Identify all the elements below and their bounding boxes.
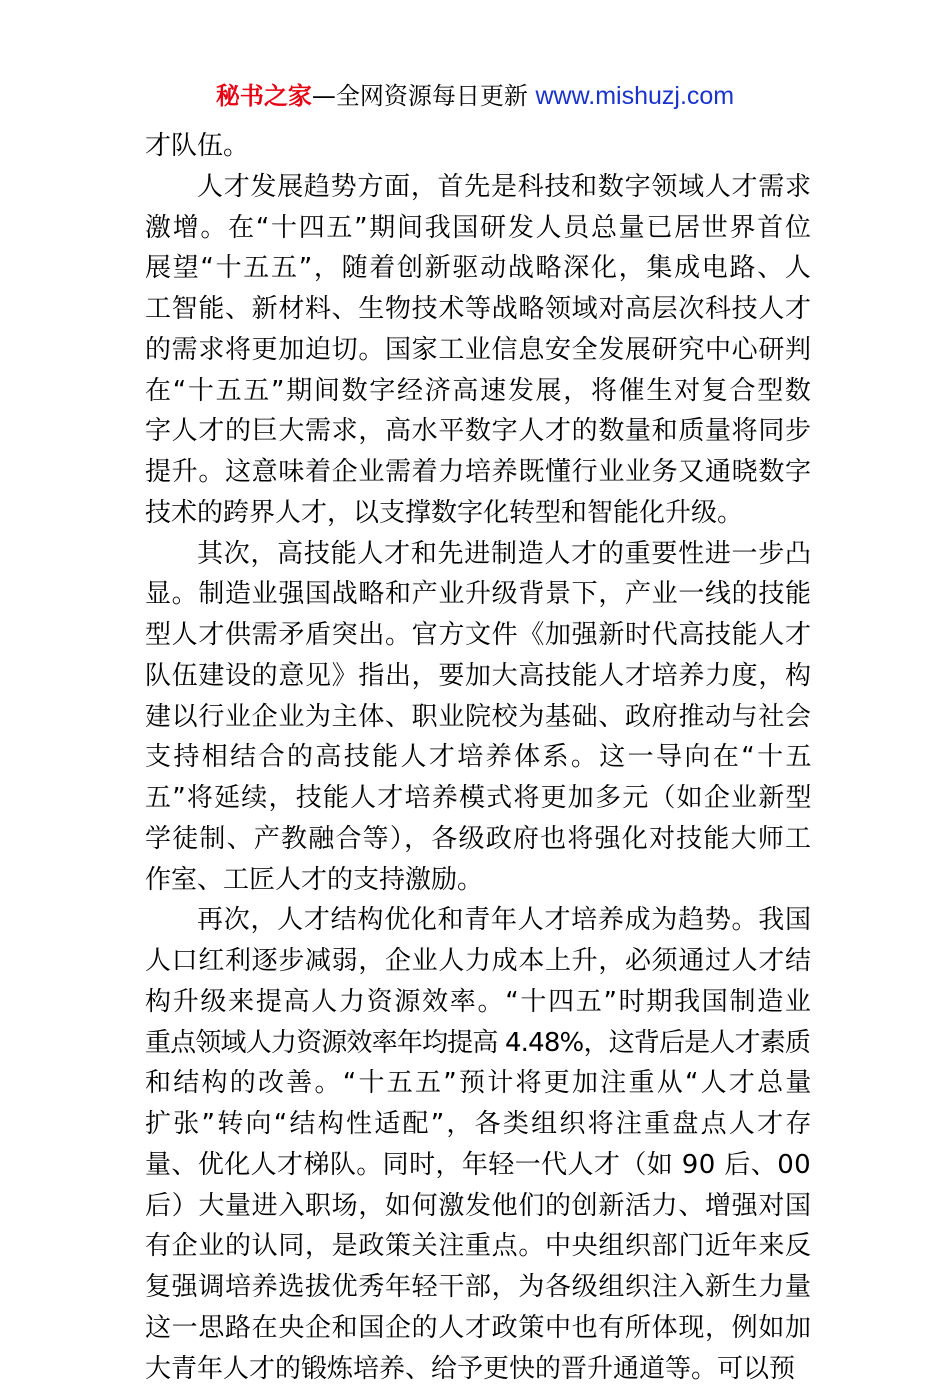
text-line: 作室、工匠人才的支持激励。 bbox=[145, 860, 811, 901]
document-body bbox=[145, 126, 811, 1389]
text-line: 建以行业企业为主体、职业院校为基础、政府推动与社会 bbox=[145, 697, 811, 738]
text-line: 技术的跨界人才，以支撑数字化转型和智能化升级。 bbox=[145, 493, 811, 534]
site-url-link[interactable]: www.mishuzj.com bbox=[535, 82, 734, 110]
text-line: 显。制造业强国战略和产业升级背景下，产业一线的技能 bbox=[145, 574, 811, 615]
text-line: 工智能、新材料、生物技术等战略领域对高层次科技人才 bbox=[145, 289, 811, 330]
text-line: 有企业的认同，是政策关注重点。中央组织部门近年来反 bbox=[145, 1226, 811, 1267]
text-line: 重点领域人力资源效率年均提高 4.48%，这背后是人才素质 bbox=[145, 1023, 811, 1064]
text-line: 五”将延续，技能人才培养模式将更加多元（如企业新型 bbox=[145, 778, 811, 819]
text-line: 量、优化人才梯队。同时，年轻一代人才（如 90 后、00 bbox=[145, 1145, 811, 1186]
text-line: 构升级来提高人力资源效率。“十四五”时期我国制造业 bbox=[145, 982, 811, 1023]
text-line: 后）大量进入职场，如何激发他们的创新活力、增强对国 bbox=[145, 1186, 811, 1227]
text-line: 扩张”转向“结构性适配”，各类组织将注重盘点人才存 bbox=[145, 1104, 811, 1145]
text-line: 大青年人才的锻炼培养、给予更快的晋升通道等。可以预 bbox=[145, 1349, 811, 1389]
text-line: 字人才的巨大需求，高水平数字人才的数量和质量将同步 bbox=[145, 411, 811, 452]
text-line: 这一思路在央企和国企的人才政策中也有所体现，例如加 bbox=[145, 1308, 811, 1349]
text-line: 和结构的改善。“十五五”预计将更加注重从“人才总量 bbox=[145, 1063, 811, 1104]
text-line: 在“十五五”期间数字经济高速发展，将催生对复合型数 bbox=[145, 371, 811, 412]
page-header bbox=[0, 80, 950, 112]
text-line: 激增。在“十四五”期间我国研发人员总量已居世界首位 bbox=[145, 208, 811, 249]
text-line: 支持相结合的高技能人才培养体系。这一导向在“十五 bbox=[145, 737, 811, 778]
text-line: 型人才供需矛盾突出。官方文件《加强新时代高技能人才 bbox=[145, 615, 811, 656]
text-line: 才队伍。 bbox=[145, 126, 811, 167]
text-line: 复强调培养选拔优秀年轻干部，为各级组织注入新生力量 bbox=[145, 1267, 811, 1308]
paragraph-first-line: 其次，高技能人才和先进制造人才的重要性进一步凸 bbox=[145, 534, 811, 575]
text-line: 学徒制、产教融合等），各级政府也将强化对技能大师工 bbox=[145, 819, 811, 860]
brand-name: 秘书之家 bbox=[216, 82, 312, 110]
text-line: 的需求将更加迫切。国家工业信息安全发展研究中心研判 bbox=[145, 330, 811, 371]
text-line: 队伍建设的意见》指出，要加大高技能人才培养力度，构 bbox=[145, 656, 811, 697]
paragraph-first-line: 人才发展趋势方面，首先是科技和数字领域人才需求 bbox=[145, 167, 811, 208]
text-line: 人口红利逐步减弱，企业人力成本上升，必须通过人才结 bbox=[145, 941, 811, 982]
text-line: 提升。这意味着企业需着力培养既懂行业业务又通晓数字 bbox=[145, 452, 811, 493]
paragraph-first-line: 再次，人才结构优化和青年人才培养成为趋势。我国 bbox=[145, 900, 811, 941]
header-tagline: —全网资源每日更新 bbox=[312, 82, 528, 110]
text-line: 展望“十五五”，随着创新驱动战略深化，集成电路、人 bbox=[145, 248, 811, 289]
